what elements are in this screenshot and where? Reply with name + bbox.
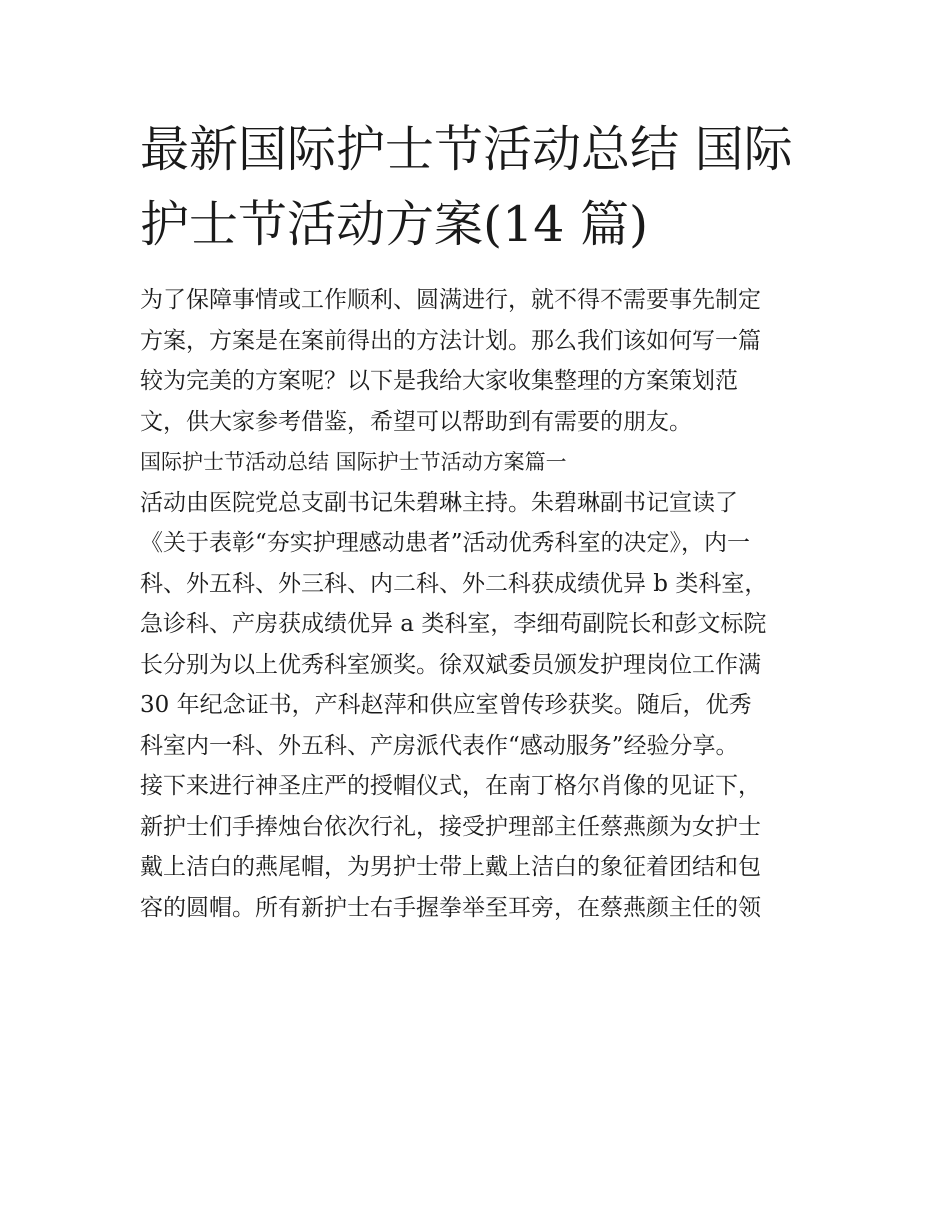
body-line: 30 年纪念证书，产科赵萍和供应室曾传珍获奖。随后，优秀 [140, 692, 752, 718]
body-line: 科、外五科、外三科、内二科、外二科获成绩优异 b 类科室， [140, 570, 768, 597]
body-line: 容的圆帽。所有新护士右手握拳举至耳旁，在蔡燕颜主任的领 [140, 894, 761, 921]
body-line: 接下来进行神圣庄严的授帽仪式，在南丁格尔肖像的见证下， [140, 773, 761, 799]
body-line: 《关于表彰“夯实护理感动患者”活动优秀科室的决定》，内一 [140, 530, 751, 556]
body-line: 方案，方案是在案前得出的方法计划。那么我们该如何写一篇 [140, 327, 761, 354]
body-line: 长分别为以上优秀科室颁奖。徐双斌委员颁发护理岗位工作满 [140, 651, 761, 678]
document-title [140, 112, 820, 262]
body-line: 较为完美的方案呢？以下是我给大家收集整理的方案策划范 [140, 368, 738, 394]
body-line: 活动由医院党总支副书记朱碧琳主持。朱碧琳副书记宣读了 [140, 489, 738, 516]
title-line-1: 最新国际护士节活动总结 国际 [140, 121, 793, 178]
body-line: 戴上洁白的燕尾帽，为男护士带上戴上洁白的象征着团结和包 [140, 854, 761, 880]
document-body [140, 280, 830, 928]
body-line: 为了保障事情或工作顺利、圆满进行，就不得不需要事先制定 [140, 287, 761, 313]
body-line: 急诊科、产房获成绩优异 a 类科室，李细苟副院长和彭文标院 [140, 611, 767, 637]
body-line: 文，供大家参考借鉴，希望可以帮助到有需要的朋友。 [140, 408, 692, 435]
body-line: 科室内一科、外五科、产房派代表作“感动服务”经验分享。 [140, 732, 739, 759]
title-line-2: 护士节活动方案(14 篇) [140, 196, 649, 253]
body-line: 新护士们手捧烛台依次行礼，接受护理部主任蔡燕颜为女护士 [140, 813, 761, 840]
section-heading: 国际护士节活动总结 国际护士节活动方案篇一 [140, 450, 567, 474]
